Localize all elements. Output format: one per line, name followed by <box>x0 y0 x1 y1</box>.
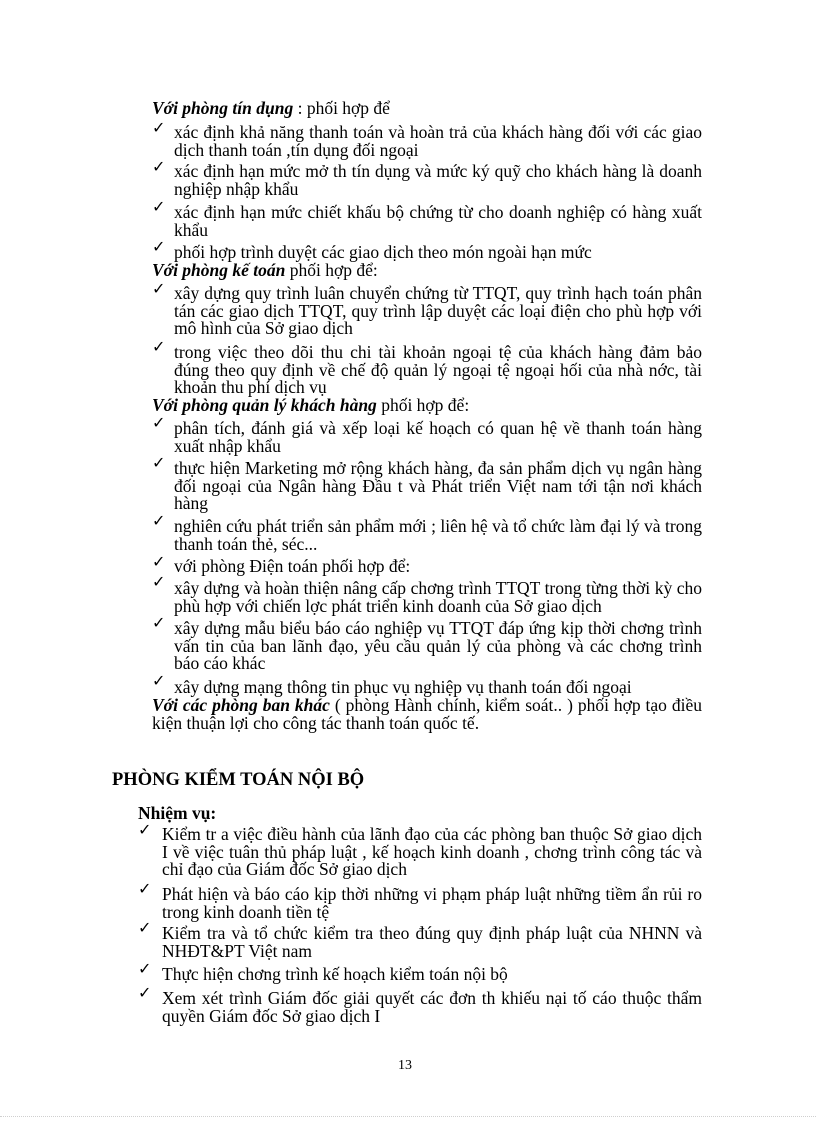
check-icon: ✓ <box>138 820 152 839</box>
list-item: phân tích, đánh giá và xếp loại kế hoạch có quan hệ về thanh toán hàng xuất nhập khẩu <box>174 418 702 456</box>
check-icon: ✓ <box>138 879 152 898</box>
check-icon: ✓ <box>138 959 152 978</box>
check-icon: ✓ <box>152 337 166 356</box>
list-item: thực hiện Marketing mở rộng khách hàng, đa sản phẩm dịch vụ ngân hàng đối ngoại của Ngân hàng Đầu t và Phát triển Việt nam tới tận nơi khách hàng <box>174 458 702 513</box>
other-depts-paragraph: Với các phòng ban khác ( phòng Hành chính, kiểm soát.. ) phối hợp tạo điều kiện thuận lợi cho công tác thanh toán quốc tế. <box>152 695 702 733</box>
list-item: Kiểm tr a việc điều hành của lãnh đạo của các phòng ban thuộc Sở giao dịch I về việc tuân thủ pháp luật , kế hoạch kinh doanh , chơng trình công tác và chỉ đạo của Giám đốc Sở giao dịch <box>162 824 702 879</box>
check-icon: ✓ <box>152 157 166 176</box>
check-icon: ✓ <box>152 279 166 298</box>
check-icon: ✓ <box>152 197 166 216</box>
page-bottom-rule <box>0 1116 816 1117</box>
list-item: xác định hạn mức mở th tín dụng và mức ký quỹ cho khách hàng là doanh nghiệp nhập khẩu <box>174 161 702 199</box>
credit-dept-label: Với phòng tín dụng <box>152 98 294 118</box>
section-heading: PHÒNG KIỂM TOÁN NỘI BỘ <box>112 770 365 790</box>
list-item: nghiên cứu phát triển sản phẩm mới ; liên hệ và tổ chức làm đại lý và trong thanh toán thẻ, séc... <box>174 516 702 554</box>
list-item: với phòng Điện toán phối hợp để: <box>174 556 411 576</box>
check-icon: ✓ <box>138 983 152 1002</box>
list-item: Xem xét trình Giám đốc giải quyết các đơn th khiếu nại tố cáo thuộc thẩm quyền Giám đốc Sở giao dịch I <box>162 988 702 1026</box>
page-number: 13 <box>398 1058 412 1073</box>
check-icon: ✓ <box>152 552 166 571</box>
check-icon: ✓ <box>152 613 166 632</box>
list-item: xác định hạn mức chiết khấu bộ chứng từ cho doanh nghiệp có hàng xuất khẩu <box>174 202 702 240</box>
credit-dept-heading: Với phòng tín dụng : phối hợp để <box>152 98 390 118</box>
list-item: xây dựng mạng thông tin phục vụ nghiệp vụ thanh toán đối ngoại <box>174 677 632 697</box>
check-icon: ✓ <box>152 671 166 690</box>
check-icon: ✓ <box>138 918 152 937</box>
list-item: Kiểm tra và tổ chức kiểm tra theo đúng quy định pháp luật của NHNN và NHĐT&PT Việt nam <box>162 923 702 961</box>
list-item: trong việc theo dõi thu chi tài khoản ngoại tệ của khách hàng đảm bảo đúng theo quy định về chế độ quản lý ngoại tệ ngoại hối của nhà nớc, tài khoản thu phí dịch vụ <box>174 342 702 397</box>
list-item: Phát hiện và báo cáo kịp thời những vi phạm pháp luật những tiềm ẩn rủi ro trong kinh doanh tiền tệ <box>162 884 702 922</box>
list-item: xây dựng và hoàn thiện nâng cấp chơng trình TTQT trong từng thời kỳ cho phù hợp với chiến lợc phát triển kinh doanh của Sở giao dịch <box>174 578 702 616</box>
check-icon: ✓ <box>152 118 166 137</box>
list-item: phối hợp trình duyệt các giao dịch theo món ngoài hạn mức <box>174 242 592 262</box>
check-icon: ✓ <box>152 511 166 530</box>
list-item: xây dựng mẫu biểu báo cáo nghiệp vụ TTQT đáp ứng kịp thời chơng trình vấn tin của ban lãnh đạo, yêu cầu quản lý của phòng và các chơng trình báo cáo khác <box>174 618 702 673</box>
customer-dept-heading: Với phòng quản lý khách hàng phối hợp để: <box>152 395 470 415</box>
list-item: xây dựng quy trình luân chuyển chứng từ TTQT, quy trình hạch toán phân tán các giao dịch TTQT, quy trình lập duyệt các loại điện cho phù hợp với mô hình của Sở giao dịch <box>174 283 702 338</box>
check-icon: ✓ <box>152 453 166 472</box>
check-icon: ✓ <box>152 572 166 591</box>
accounting-dept-heading: Với phòng kế toán phối hợp để: <box>152 260 378 280</box>
duties-label: Nhiệm vụ: <box>138 803 217 823</box>
list-item: Thực hiện chơng trình kế hoạch kiểm toán nội bộ <box>162 964 508 984</box>
check-icon: ✓ <box>152 237 166 256</box>
check-icon: ✓ <box>152 413 166 432</box>
list-item: xác định khả năng thanh toán và hoàn trả của khách hàng đối với các giao dịch thanh toán ,tín dụng đối ngoại <box>174 122 702 160</box>
